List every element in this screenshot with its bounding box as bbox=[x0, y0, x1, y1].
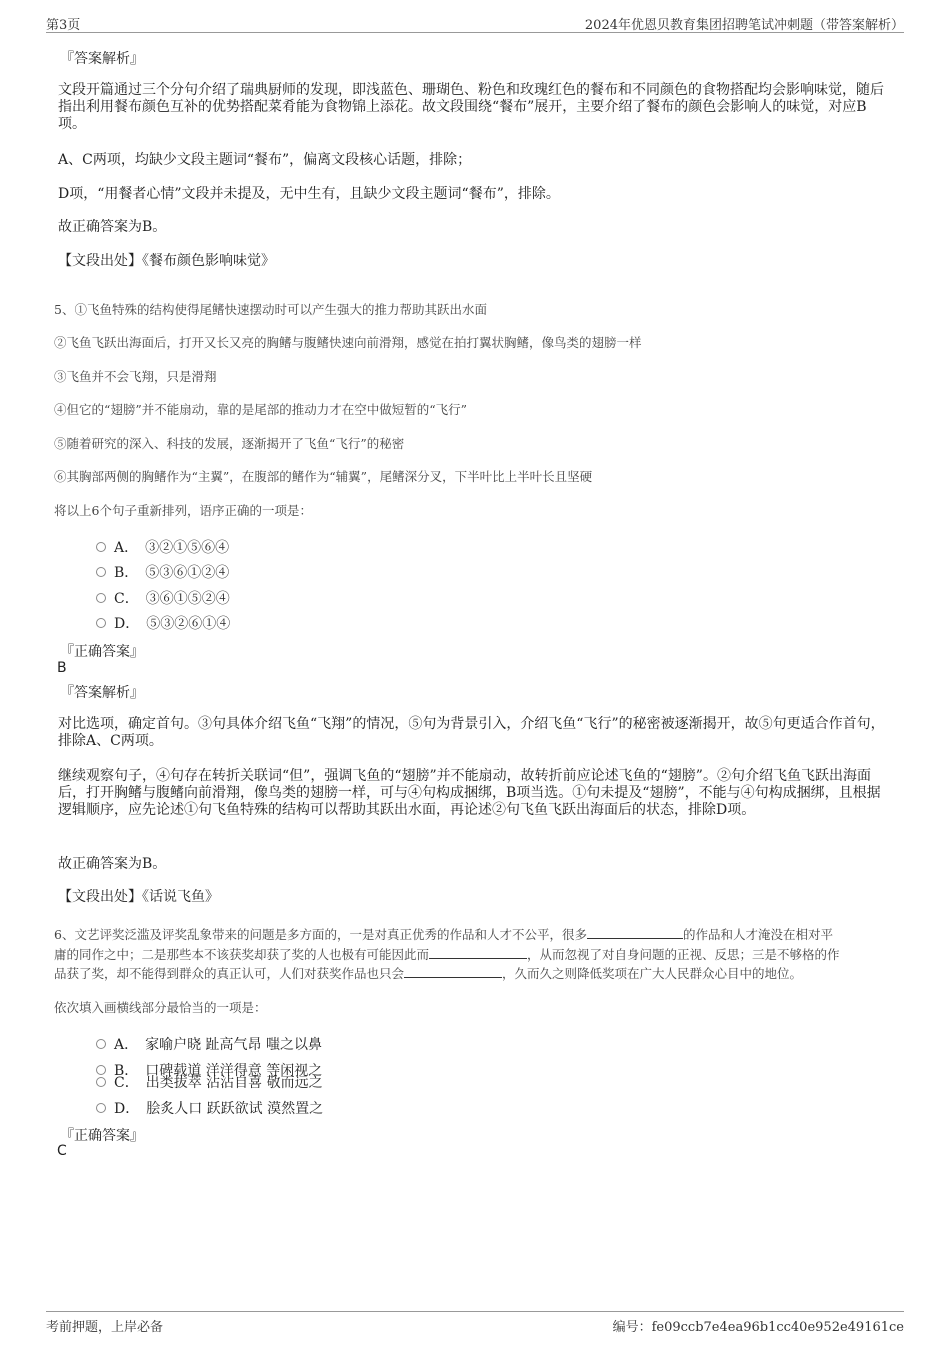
radio-icon[interactable] bbox=[96, 542, 106, 552]
q5-sentence-1: 5、①飞鱼特殊的结构使得尾鳍快速摆动时可以产生强大的推力帮助其跃出水面 bbox=[54, 302, 487, 317]
q4-analysis-p2: A、C两项，均缺少文段主题词“餐布”，偏离文段核心话题，排除； bbox=[58, 152, 472, 168]
q5-analysis-label: 『答案解析』 bbox=[60, 685, 144, 701]
radio-icon[interactable] bbox=[96, 567, 106, 577]
q4-analysis-label: 『答案解析』 bbox=[60, 51, 144, 67]
q5-answer-label: 『正确答案』 bbox=[60, 644, 144, 660]
q6-blank-3 bbox=[404, 965, 502, 978]
q6-passage-line-3: 品获了奖，却不能得到群众的真正认可，人们对获奖作品也只会 ，久而久之则降低奖项在广大人民群众心目中的地位。 bbox=[54, 966, 803, 981]
radio-icon[interactable] bbox=[96, 618, 106, 628]
radio-icon[interactable] bbox=[96, 1103, 106, 1113]
q4-analysis-p1: 文段开篇通过三个分句介绍了瑞典厨师的发现，即浅蓝色、珊瑚色、粉色和玫瑰红色的餐布和不同颜色的食物搭配均会影响味觉，随后指出利用餐布颜色互补的优势搭配菜肴能为食物锦上添花。故文段围绕“餐布”展开，主要介绍了餐布的颜色会影响人的味觉，对应B项。 bbox=[58, 82, 884, 132]
q5-answer: B bbox=[57, 660, 67, 676]
radio-icon[interactable] bbox=[96, 1065, 106, 1075]
radio-icon[interactable] bbox=[96, 593, 106, 603]
q6-answer: C bbox=[57, 1143, 67, 1159]
page-number: 第3页 bbox=[46, 18, 81, 33]
q6-passage-line-2: 庸的同作之中；二是那些本不该获奖却获了奖的人也极有可能因此而 ，从而忽视了对自身问题的正视、反思；三是不够格的作 bbox=[54, 947, 840, 962]
footer-slogan: 考前押题，上岸必备 bbox=[46, 1320, 164, 1335]
q6-blank-2 bbox=[429, 946, 527, 959]
q5-sentence-4: ④但它的“翅膀”并不能扇动，靠的是尾部的推动力才在空中做短暂的“飞行” bbox=[54, 402, 468, 417]
document-serial: 编号：fe09ccb7e4ea96b1cc40e952e49161ce bbox=[612, 1320, 904, 1335]
q6-answer-label: 『正确答案』 bbox=[60, 1128, 144, 1144]
q5-sentence-6: ⑥其胸部两侧的胸鳍作为“主翼”，在腹部的鳍作为“辅翼”，尾鳍深分叉，下半叶比上半叶长且坚硬 bbox=[54, 469, 593, 484]
radio-icon[interactable] bbox=[96, 1077, 106, 1087]
q5-sentence-2: ②飞鱼飞跃出海面后，打开又长又亮的胸鳍与腹鳍快速向前滑翔，感觉在拍打翼状胸鳍，像鸟类的翅膀一样 bbox=[54, 335, 642, 350]
radio-icon[interactable] bbox=[96, 1039, 106, 1049]
q5-sentence-3: ③飞鱼并不会飞翔，只是滑翔 bbox=[54, 369, 217, 384]
q6-stem: 依次填入画横线部分最恰当的一项是： bbox=[54, 1000, 267, 1015]
document-title: 2024年优恩贝教育集团招聘笔试冲刺题（带答案解析） bbox=[584, 18, 904, 33]
q5-stem: 将以上6个句子重新排列，语序正确的一项是： bbox=[54, 503, 312, 518]
q5-conclusion: 故正确答案为B。 bbox=[58, 856, 167, 872]
page-footer bbox=[46, 1311, 904, 1338]
q4-conclusion: 故正确答案为B。 bbox=[58, 219, 167, 235]
q5-analysis-p2: 继续观察句子，④句存在转折关联词“但”，强调飞鱼的“翅膀”并不能扇动，故转折前应论述飞鱼的“翅膀”。②句介绍飞鱼飞跃出海面后，打开胸鳍与腹鳍向前滑翔，像鸟类的翅膀一样，可与④句构成捆绑，B项当选。①句未提及“翅膀”，不能与④句构成捆绑，且根据逻辑顺序，应先论述①句飞鱼特殊的结构可以帮助其跃出水面，再论述②句飞鱼飞跃出海面后的状态，排除D项。 bbox=[58, 768, 881, 818]
q6-blank-1 bbox=[587, 926, 683, 939]
q5-analysis-p1: 对比选项，确定首句。③句具体介绍飞鱼“飞翔”的情况，⑤句为背景引入，介绍飞鱼“飞行”的秘密被逐渐揭开，故⑤句更适合作首句，排除A、C两项。 bbox=[58, 716, 885, 749]
page-header bbox=[46, 12, 904, 33]
q5-sentence-5: ⑤随着研究的深入、科技的发展，逐渐揭开了飞鱼“飞行”的秘密 bbox=[54, 436, 405, 451]
q5-source: 【文段出处】《话说飞鱼》 bbox=[58, 889, 219, 905]
q4-source: 【文段出处】《餐布颜色影响味觉》 bbox=[58, 253, 275, 269]
q4-analysis-p3: D项，“用餐者心情”文段并未提及，无中生有，且缺少文段主题词“餐布”，排除。 bbox=[58, 186, 560, 202]
q6-passage-line-1: 6、文艺评奖泛滥及评奖乱象带来的问题是多方面的，一是对真正优秀的作品和人才不公平，很多 的作品和人才淹没在相对平 bbox=[54, 927, 833, 942]
